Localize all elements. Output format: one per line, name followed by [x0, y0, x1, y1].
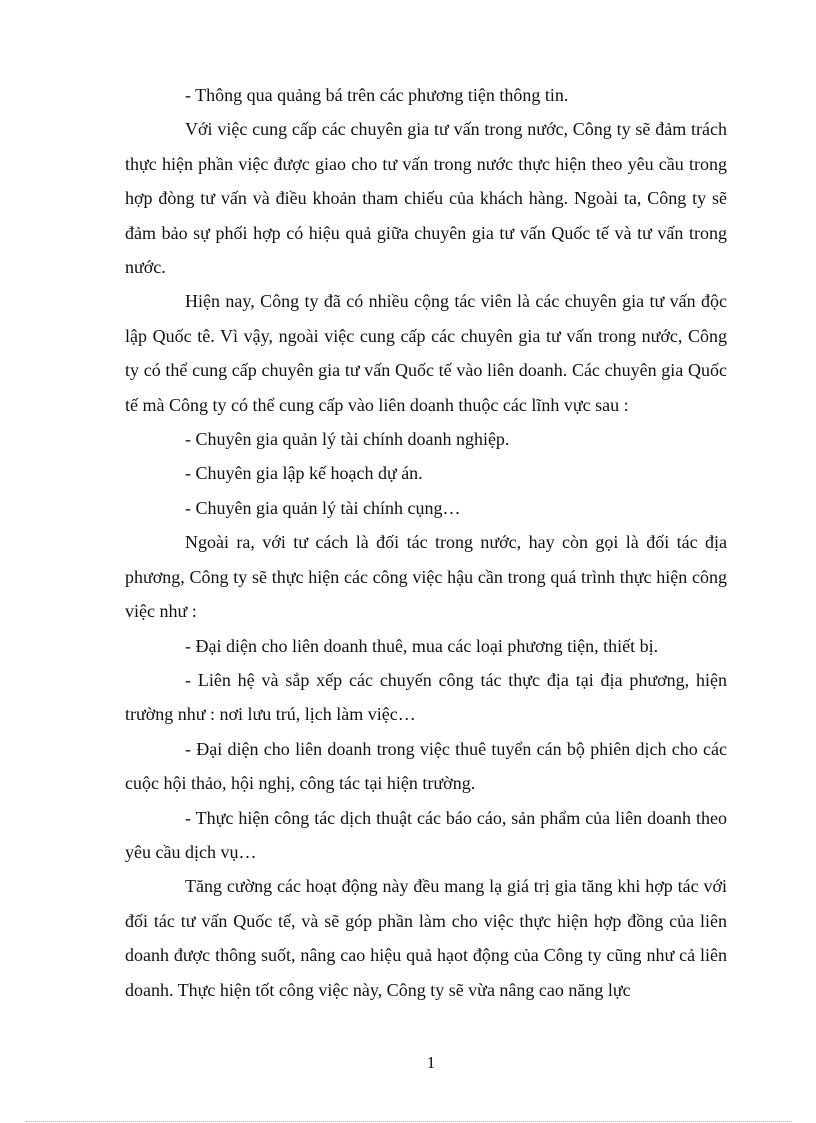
bullet-translation: - Thực hiện công tác dịch thuật các báo cáo, sản phẩm của liên doanh theo yêu cầu dịch vụ…	[125, 807, 727, 862]
bullet-project-planning-expert: - Chuyên gia lập kế hoạch dự án.	[185, 463, 423, 484]
page-number: 1	[426, 1053, 436, 1072]
bullet-corporate-finance-expert: - Chuyên gia quản lý tài chính doanh nghiệp.	[185, 429, 510, 450]
bullet-rent-equipment: - Đại diện cho liên doanh thuê, mua các loại phương tiện, thiết bị.	[185, 635, 659, 656]
page-bottom-border	[26, 1121, 792, 1122]
document-body	[125, 78, 727, 1007]
paragraph-local-partner-logistics: Ngoài ra, với tư cách là đối tác trong nước, hay còn gọi là đối tác địa phương, Công ty sẽ thực hiện các công việc hậu cần trong quá trình thực hiện công việc như :	[125, 532, 727, 622]
paragraph-international-collaborators: Hiện nay, Công ty đã có nhiều cộng tác viên là các chuyên gia tư vấn độc lập Quốc tê. Vì vậy, ngoài việc cung cấp các chuyên gia tư vấn trong nước, Công ty có thể cung cấp chuyên gia tư vấn Quốc tế vào liên doanh. Các chuyên gia Quốc tế mà Công ty có thể cung cấp vào liên doanh thuộc các lĩnh vực sau :	[125, 291, 727, 415]
bullet-promotion-media: - Thông qua quảng bá trên các phương tiện thông tin.	[185, 85, 569, 105]
paragraph-domestic-consultants: Với việc cung cấp các chuyên gia tư vấn trong nước, Công ty sẽ đảm trách thực hiện phần việc được giao cho tư vấn trong nước thực hiện theo yêu cầu trong hợp đòng tư vấn và điều khoản tham chiếu của khách hàng. Ngoài ta, Công ty sẽ đảm bảo sự phối hợp có hiệu quả giữa chuyên gia tư vấn Quốc tế và tư vấn trong nước.	[125, 119, 727, 278]
bullet-public-finance-expert: - Chuyên gia quản lý tài chính cụng…	[185, 497, 461, 518]
bullet-interpreters: - Đại diện cho liên doanh trong việc thuê tuyển cán bộ phiên dịch cho các cuộc hội thảo, hội nghị, công tác tại hiện trường.	[125, 738, 727, 794]
paragraph-added-value: Tăng cường các hoạt động này đều mang lạ giá trị gia tăng khi hợp tác với đối tác tư vấn Quốc tế, và sẽ góp phần làm cho việc thực hiện hợp đồng của liên doanh được thông suốt, nâng cao hiệu quả hạot động của Công ty cũng như cả liên doanh. Thực hiện tốt công việc này, Công ty sẽ vừa nâng cao năng lực	[125, 876, 727, 1000]
bullet-field-trips: - Liên hệ và sắp xếp các chuyến công tác thực địa tại địa phương, hiện trường như : nơi lưu trú, lịch làm việc…	[125, 669, 727, 725]
